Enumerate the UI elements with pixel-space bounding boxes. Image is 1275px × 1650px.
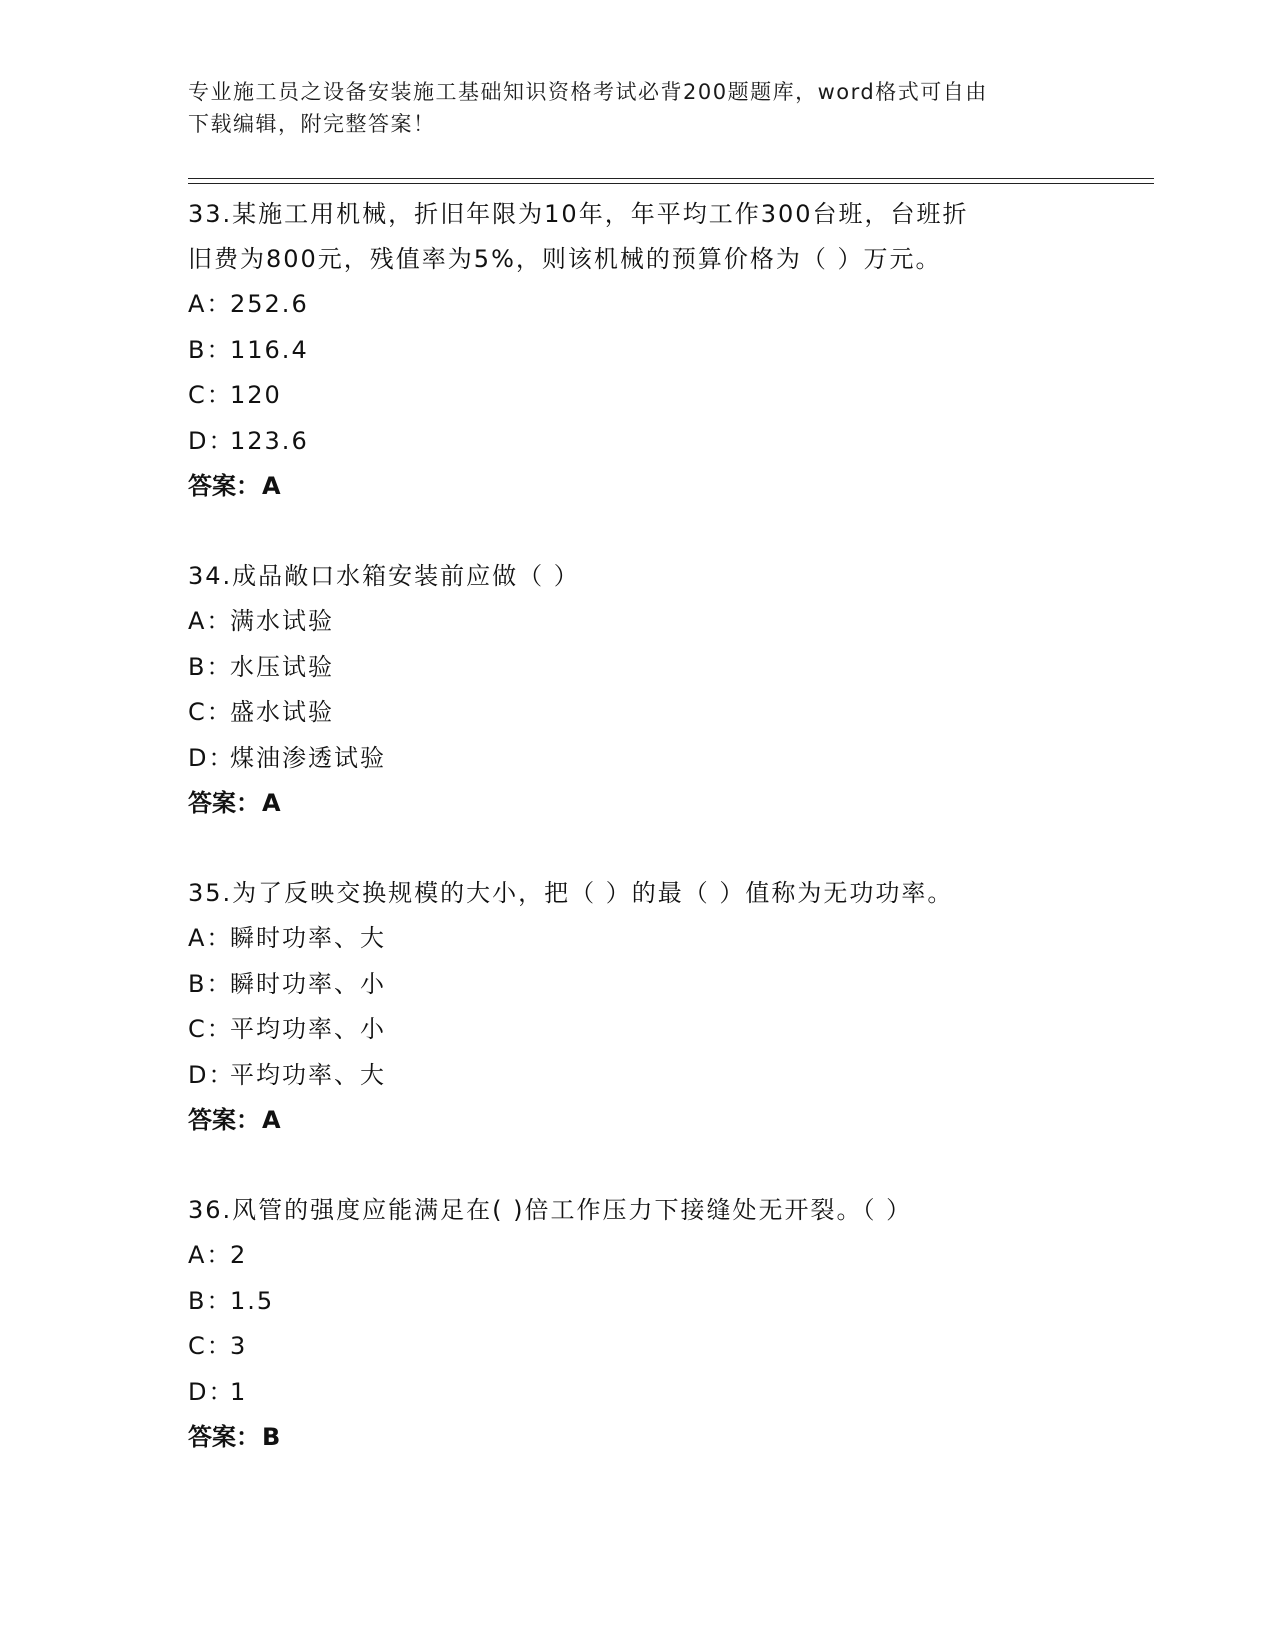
option-text: 水压试验 — [230, 652, 334, 681]
option-d — [188, 1370, 1128, 1416]
option-letter: A： — [188, 290, 233, 318]
option-letter: B： — [188, 1286, 233, 1315]
option-b — [188, 1279, 1128, 1325]
question-stem-line: 33.某施工用机械，折旧年限为10年，年平均工作300台班，台班折 — [188, 200, 969, 228]
answer-line — [188, 1415, 1128, 1460]
option-letter: D： — [188, 743, 235, 772]
question-stem-line: 旧费为800元，残值率为5%，则该机械的预算价格为（ ）万元。 — [188, 245, 942, 273]
option-letter: B： — [188, 335, 233, 364]
option-d — [188, 419, 1128, 465]
option-text: 瞬时功率、大 — [230, 924, 386, 952]
option-letter: C： — [188, 698, 233, 726]
answer-label: 答案： — [188, 472, 260, 500]
question-list — [188, 192, 1128, 1505]
answer-line — [188, 1098, 1128, 1143]
question-33 — [188, 192, 1128, 509]
option-letter: B： — [188, 652, 233, 681]
option-letter: C： — [188, 1332, 233, 1360]
header-line-2: 下载编辑，附完整答案！ — [188, 112, 436, 136]
option-c — [188, 690, 1128, 736]
answer-line — [188, 781, 1128, 826]
header-line-1: 专业施工员之设备安装施工基础知识资格考试必背200题题库，word格式可自由 — [188, 80, 988, 104]
option-letter: D： — [188, 1060, 235, 1089]
option-text: 瞬时功率、小 — [230, 969, 386, 998]
question-stem — [188, 554, 1128, 599]
option-letter: C： — [188, 381, 233, 409]
option-text: 1 — [230, 1377, 248, 1406]
option-d — [188, 736, 1128, 782]
option-text: 平均功率、小 — [230, 1015, 386, 1043]
option-letter: A： — [188, 1241, 233, 1269]
option-text: 1.5 — [230, 1286, 275, 1315]
option-text: 3 — [230, 1332, 248, 1360]
option-letter: A： — [188, 607, 233, 635]
answer-value: A — [262, 472, 281, 500]
header-divider-bottom — [188, 183, 1154, 184]
answer-label: 答案： — [188, 789, 260, 817]
option-a — [188, 599, 1128, 645]
option-c — [188, 1324, 1128, 1370]
option-a — [188, 1233, 1128, 1279]
question-stem-line: 36.风管的强度应能满足在( )倍工作压力下接缝处无开裂。（ ） — [188, 1196, 913, 1224]
answer-value: A — [262, 789, 281, 817]
question-stem-line: 34.成品敞口水箱安装前应做（ ） — [188, 562, 580, 590]
question-35 — [188, 871, 1128, 1143]
question-stem-line: 35.为了反映交换规模的大小，把（ ）的最（ ）值称为无功功率。 — [188, 879, 954, 907]
question-stem — [188, 192, 1128, 282]
option-text: 116.4 — [230, 335, 309, 364]
option-text: 煤油渗透试验 — [230, 743, 386, 772]
option-c — [188, 1007, 1128, 1053]
option-letter: D： — [188, 1377, 235, 1406]
option-text: 平均功率、大 — [230, 1060, 386, 1089]
option-text: 120 — [230, 381, 282, 409]
option-text: 123.6 — [230, 426, 309, 455]
option-letter: A： — [188, 924, 233, 952]
answer-value: B — [262, 1423, 281, 1451]
option-letter: D： — [188, 426, 235, 455]
question-34 — [188, 554, 1128, 826]
option-letter: C： — [188, 1015, 233, 1043]
question-stem — [188, 1188, 1128, 1233]
option-d — [188, 1053, 1128, 1099]
question-36 — [188, 1188, 1128, 1460]
option-a — [188, 916, 1128, 962]
option-c — [188, 373, 1128, 419]
option-text: 满水试验 — [230, 607, 334, 635]
answer-value: A — [262, 1106, 281, 1134]
option-b — [188, 328, 1128, 374]
answer-line — [188, 464, 1128, 509]
answer-label: 答案： — [188, 1106, 260, 1134]
question-stem — [188, 871, 1128, 916]
option-text: 2 — [230, 1241, 248, 1269]
option-b — [188, 645, 1128, 691]
option-a — [188, 282, 1128, 328]
option-text: 盛水试验 — [230, 698, 334, 726]
option-text: 252.6 — [230, 290, 309, 318]
header-divider-top — [188, 178, 1154, 179]
option-b — [188, 962, 1128, 1008]
option-letter: B： — [188, 969, 233, 998]
answer-label: 答案： — [188, 1423, 260, 1451]
document-header — [188, 76, 1088, 140]
